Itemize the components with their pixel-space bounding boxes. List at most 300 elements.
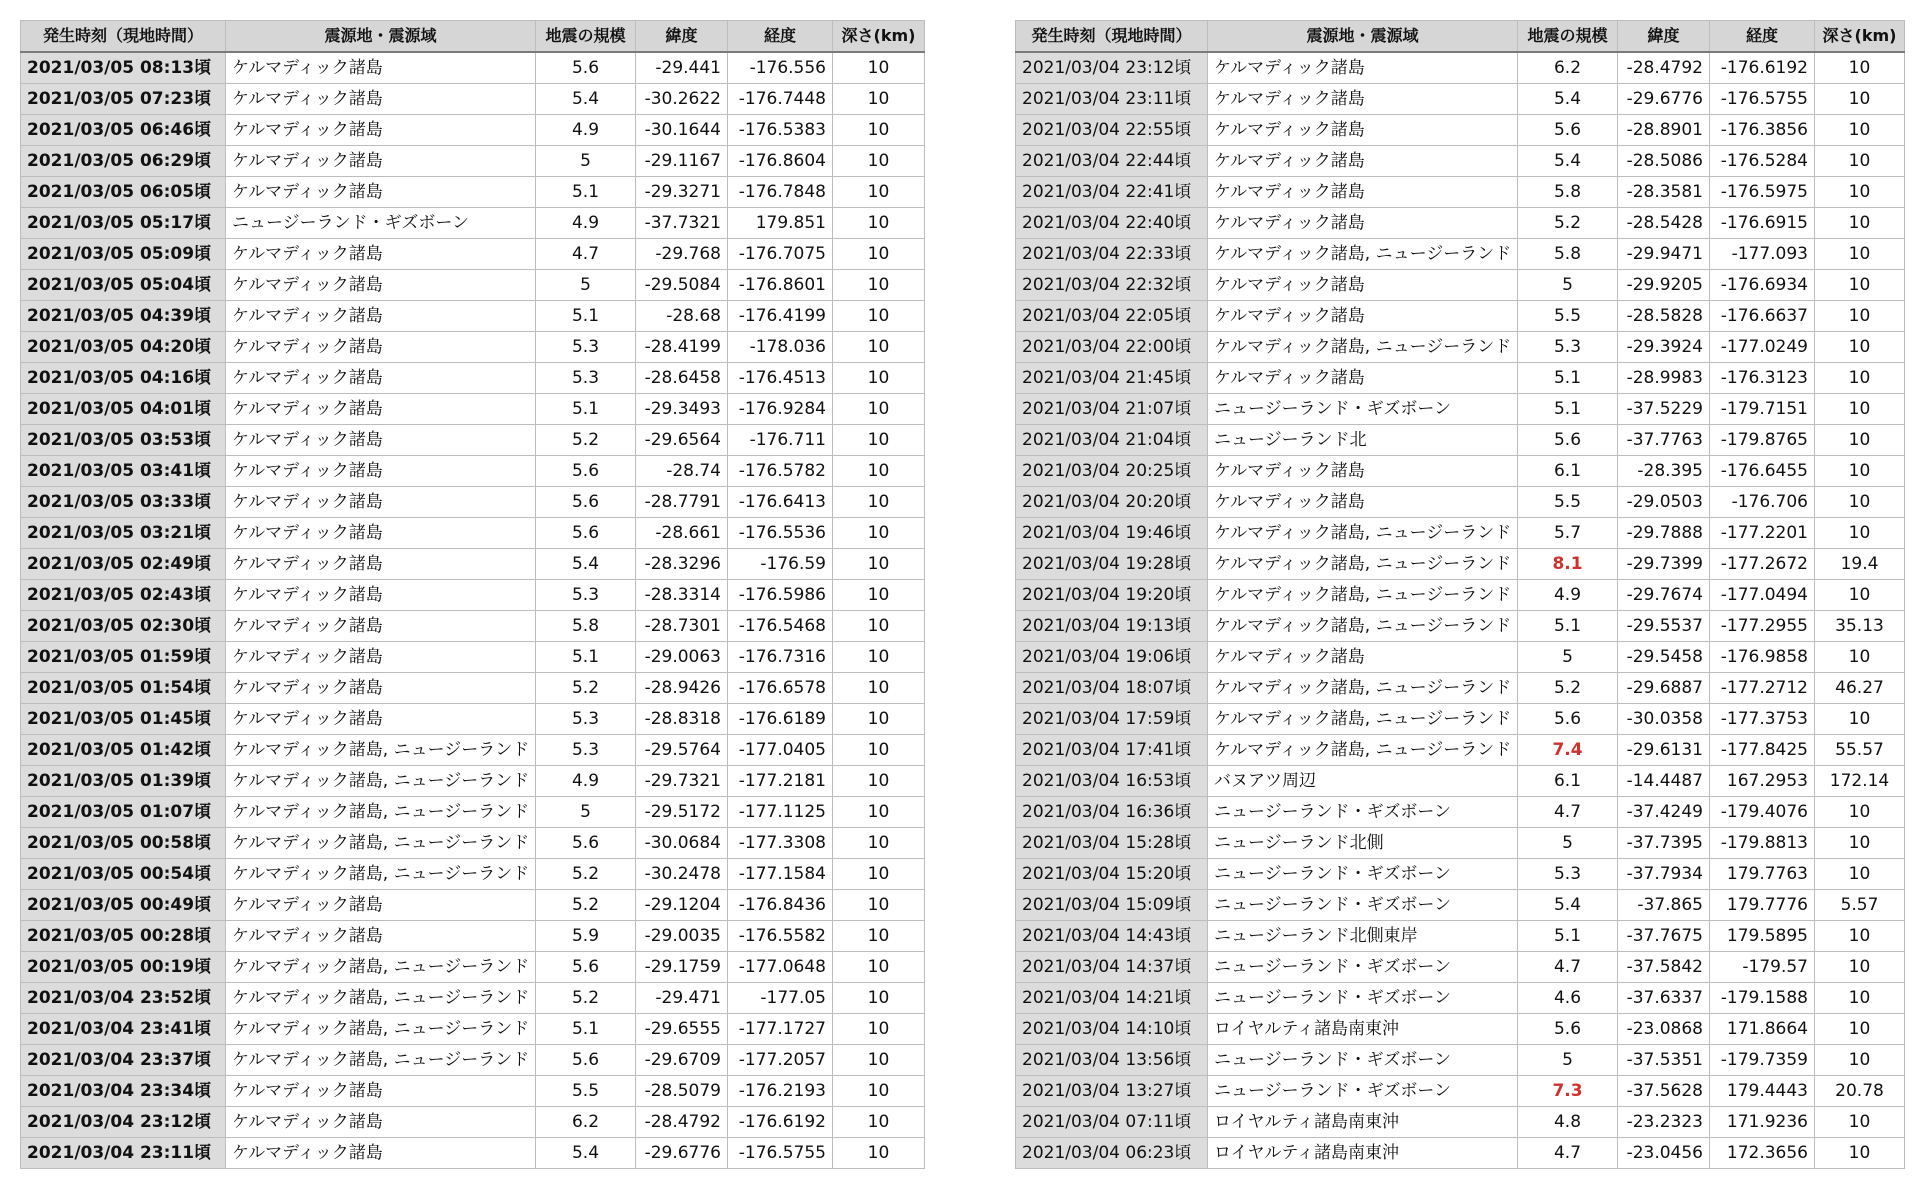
longitude-cell: 171.8664 (1710, 1014, 1815, 1045)
table-row (1016, 84, 1905, 115)
latitude-cell: -30.1644 (636, 115, 728, 146)
longitude-cell: 179.851 (728, 208, 833, 239)
longitude-cell: -176.6455 (1710, 456, 1815, 487)
table-row (21, 146, 925, 177)
epicenter-cell: ケルマディック諸島 (1208, 146, 1518, 177)
time-cell: 2021/03/05 00:54頃 (21, 859, 226, 890)
table-row (1016, 890, 1905, 921)
magnitude-cell: 8.1 (1518, 549, 1618, 580)
epicenter-cell: ケルマディック諸島, ニュージーランド (1208, 735, 1518, 766)
depth-cell: 10 (833, 890, 925, 921)
depth-cell: 10 (1815, 642, 1905, 673)
epicenter-cell: ケルマディック諸島 (226, 1076, 536, 1107)
depth-cell: 10 (833, 177, 925, 208)
table-row (21, 208, 925, 239)
time-cell: 2021/03/05 05:04頃 (21, 270, 226, 301)
magnitude-cell: 5 (1518, 828, 1618, 859)
header-depth: 深さ(km) (1815, 21, 1905, 53)
longitude-cell: 179.4443 (1710, 1076, 1815, 1107)
depth-cell: 35.13 (1815, 611, 1905, 642)
time-cell: 2021/03/05 04:01頃 (21, 394, 226, 425)
table-row (1016, 1138, 1905, 1169)
latitude-cell: -29.6887 (1618, 673, 1710, 704)
table-row (1016, 1014, 1905, 1045)
table-row (21, 301, 925, 332)
magnitude-cell: 5 (1518, 270, 1618, 301)
table-row (1016, 301, 1905, 332)
depth-cell: 19.4 (1815, 549, 1905, 580)
magnitude-cell: 5.4 (536, 549, 636, 580)
latitude-cell: -29.1167 (636, 146, 728, 177)
table-row (21, 394, 925, 425)
table-row (1016, 766, 1905, 797)
table-row (21, 828, 925, 859)
depth-cell: 10 (1815, 518, 1905, 549)
longitude-cell: 179.5895 (1710, 921, 1815, 952)
epicenter-cell: ケルマディック諸島 (1208, 52, 1518, 84)
longitude-cell: -177.0249 (1710, 332, 1815, 363)
longitude-cell: -176.8604 (728, 146, 833, 177)
latitude-cell: -30.2478 (636, 859, 728, 890)
table-row (1016, 611, 1905, 642)
latitude-cell: -30.0358 (1618, 704, 1710, 735)
depth-cell: 10 (1815, 177, 1905, 208)
latitude-cell: -23.0456 (1618, 1138, 1710, 1169)
depth-cell: 10 (833, 704, 925, 735)
time-cell: 2021/03/04 21:04頃 (1016, 425, 1208, 456)
table-row (1016, 363, 1905, 394)
time-cell: 2021/03/05 02:30頃 (21, 611, 226, 642)
table-row (21, 1107, 925, 1138)
depth-cell: 10 (833, 394, 925, 425)
magnitude-cell: 5.1 (536, 301, 636, 332)
magnitude-cell: 5.6 (1518, 704, 1618, 735)
depth-cell: 10 (833, 52, 925, 84)
table-row (21, 797, 925, 828)
magnitude-cell: 5.6 (536, 487, 636, 518)
epicenter-cell: ケルマディック諸島 (1208, 84, 1518, 115)
time-cell: 2021/03/04 23:52頃 (21, 983, 226, 1014)
depth-cell: 10 (1815, 332, 1905, 363)
longitude-cell: -177.0648 (728, 952, 833, 983)
depth-cell: 10 (1815, 487, 1905, 518)
time-cell: 2021/03/05 00:58頃 (21, 828, 226, 859)
magnitude-cell: 5.7 (1518, 518, 1618, 549)
table-row (21, 1014, 925, 1045)
time-cell: 2021/03/04 22:00頃 (1016, 332, 1208, 363)
epicenter-cell: ニュージーランド・ギズボーン (1208, 952, 1518, 983)
time-cell: 2021/03/05 06:29頃 (21, 146, 226, 177)
magnitude-cell: 5.8 (1518, 239, 1618, 270)
epicenter-cell: ニュージーランド・ギズボーン (1208, 1076, 1518, 1107)
magnitude-cell: 7.4 (1518, 735, 1618, 766)
table-row (21, 115, 925, 146)
longitude-cell: -176.5383 (728, 115, 833, 146)
depth-cell: 10 (1815, 952, 1905, 983)
time-cell: 2021/03/05 08:13頃 (21, 52, 226, 84)
latitude-cell: -29.0035 (636, 921, 728, 952)
longitude-cell: -177.0494 (1710, 580, 1815, 611)
header-longitude: 経度 (1710, 21, 1815, 53)
magnitude-cell: 4.7 (1518, 952, 1618, 983)
time-cell: 2021/03/05 04:20頃 (21, 332, 226, 363)
latitude-cell: -23.0868 (1618, 1014, 1710, 1045)
epicenter-cell: ケルマディック諸島 (226, 52, 536, 84)
epicenter-cell: ケルマディック諸島, ニュージーランド (226, 1014, 536, 1045)
time-cell: 2021/03/04 22:05頃 (1016, 301, 1208, 332)
epicenter-cell: ケルマディック諸島, ニュージーランド (1208, 518, 1518, 549)
depth-cell: 10 (833, 487, 925, 518)
latitude-cell: -28.5428 (1618, 208, 1710, 239)
depth-cell: 10 (833, 363, 925, 394)
table-row (21, 239, 925, 270)
depth-cell: 10 (1815, 983, 1905, 1014)
depth-cell: 5.57 (1815, 890, 1905, 921)
latitude-cell: -37.6337 (1618, 983, 1710, 1014)
table-row (1016, 1045, 1905, 1076)
depth-cell: 10 (833, 673, 925, 704)
time-cell: 2021/03/04 20:20頃 (1016, 487, 1208, 518)
depth-cell: 10 (833, 332, 925, 363)
table-row (1016, 270, 1905, 301)
time-cell: 2021/03/05 03:41頃 (21, 456, 226, 487)
longitude-cell: -179.57 (1710, 952, 1815, 983)
latitude-cell: -37.4249 (1618, 797, 1710, 828)
latitude-cell: -28.5828 (1618, 301, 1710, 332)
epicenter-cell: ケルマディック諸島 (1208, 456, 1518, 487)
depth-cell: 10 (833, 1138, 925, 1169)
latitude-cell: -29.7399 (1618, 549, 1710, 580)
table-row (1016, 394, 1905, 425)
longitude-cell: -177.2181 (728, 766, 833, 797)
table-row (21, 921, 925, 952)
time-cell: 2021/03/05 07:23頃 (21, 84, 226, 115)
longitude-cell: -176.6189 (728, 704, 833, 735)
epicenter-cell: ケルマディック諸島 (226, 890, 536, 921)
latitude-cell: -37.5628 (1618, 1076, 1710, 1107)
longitude-cell: -177.3308 (728, 828, 833, 859)
epicenter-cell: ケルマディック諸島, ニュージーランド (1208, 549, 1518, 580)
magnitude-cell: 4.9 (536, 208, 636, 239)
time-cell: 2021/03/04 22:44頃 (1016, 146, 1208, 177)
magnitude-cell: 5.3 (536, 363, 636, 394)
header-magnitude: 地震の規模 (536, 21, 636, 53)
magnitude-cell: 5.6 (536, 1045, 636, 1076)
time-cell: 2021/03/04 23:12頃 (21, 1107, 226, 1138)
depth-cell: 10 (1815, 1014, 1905, 1045)
depth-cell: 10 (833, 270, 925, 301)
magnitude-cell: 5.1 (1518, 363, 1618, 394)
time-cell: 2021/03/04 14:21頃 (1016, 983, 1208, 1014)
magnitude-cell: 7.3 (1518, 1076, 1618, 1107)
magnitude-cell: 5.2 (536, 425, 636, 456)
longitude-cell: -176.4199 (728, 301, 833, 332)
latitude-cell: -28.74 (636, 456, 728, 487)
table-row (21, 1138, 925, 1169)
depth-cell: 10 (833, 983, 925, 1014)
epicenter-cell: ケルマディック諸島, ニュージーランド (1208, 673, 1518, 704)
longitude-cell: -176.6934 (1710, 270, 1815, 301)
depth-cell: 10 (833, 735, 925, 766)
table-row (1016, 580, 1905, 611)
depth-cell: 46.27 (1815, 673, 1905, 704)
table-row (1016, 859, 1905, 890)
magnitude-cell: 5.6 (536, 456, 636, 487)
time-cell: 2021/03/04 19:13頃 (1016, 611, 1208, 642)
table-row (1016, 1076, 1905, 1107)
longitude-cell: -177.2672 (1710, 549, 1815, 580)
epicenter-cell: ケルマディック諸島, ニュージーランド (1208, 239, 1518, 270)
table-row (1016, 952, 1905, 983)
time-cell: 2021/03/04 23:37頃 (21, 1045, 226, 1076)
header-latitude: 緯度 (636, 21, 728, 53)
epicenter-cell: ケルマディック諸島 (226, 704, 536, 735)
depth-cell: 10 (1815, 52, 1905, 84)
depth-cell: 10 (1815, 115, 1905, 146)
latitude-cell: -28.9426 (636, 673, 728, 704)
magnitude-cell: 5.6 (536, 952, 636, 983)
time-cell: 2021/03/04 14:37頃 (1016, 952, 1208, 983)
latitude-cell: -29.7674 (1618, 580, 1710, 611)
table-row (1016, 425, 1905, 456)
latitude-cell: -29.768 (636, 239, 728, 270)
magnitude-cell: 5.6 (536, 52, 636, 84)
latitude-cell: -29.9471 (1618, 239, 1710, 270)
time-cell: 2021/03/05 03:53頃 (21, 425, 226, 456)
longitude-cell: -176.4513 (728, 363, 833, 394)
latitude-cell: -28.7791 (636, 487, 728, 518)
longitude-cell: -178.036 (728, 332, 833, 363)
depth-cell: 10 (1815, 239, 1905, 270)
longitude-cell: -176.7848 (728, 177, 833, 208)
depth-cell: 10 (833, 1076, 925, 1107)
magnitude-cell: 5.6 (536, 828, 636, 859)
depth-cell: 10 (833, 208, 925, 239)
longitude-cell: -177.05 (728, 983, 833, 1014)
time-cell: 2021/03/04 15:20頃 (1016, 859, 1208, 890)
table-row (21, 487, 925, 518)
magnitude-cell: 4.6 (1518, 983, 1618, 1014)
table-row (21, 1045, 925, 1076)
depth-cell: 10 (1815, 828, 1905, 859)
time-cell: 2021/03/04 23:34頃 (21, 1076, 226, 1107)
time-cell: 2021/03/05 05:09頃 (21, 239, 226, 270)
latitude-cell: -28.4792 (636, 1107, 728, 1138)
depth-cell: 10 (1815, 921, 1905, 952)
longitude-cell: -176.2193 (728, 1076, 833, 1107)
depth-cell: 10 (833, 239, 925, 270)
epicenter-cell: ケルマディック諸島 (226, 580, 536, 611)
magnitude-cell: 5 (536, 270, 636, 301)
time-cell: 2021/03/05 03:21頃 (21, 518, 226, 549)
magnitude-cell: 4.7 (1518, 797, 1618, 828)
magnitude-cell: 6.2 (536, 1107, 636, 1138)
time-cell: 2021/03/04 07:11頃 (1016, 1107, 1208, 1138)
time-cell: 2021/03/04 17:41頃 (1016, 735, 1208, 766)
magnitude-cell: 5.1 (536, 177, 636, 208)
longitude-cell: -176.6578 (728, 673, 833, 704)
epicenter-cell: ケルマディック諸島 (1208, 208, 1518, 239)
magnitude-cell: 4.7 (1518, 1138, 1618, 1169)
latitude-cell: -28.8318 (636, 704, 728, 735)
epicenter-cell: ケルマディック諸島 (226, 1107, 536, 1138)
latitude-cell: -28.3296 (636, 549, 728, 580)
magnitude-cell: 4.9 (536, 766, 636, 797)
longitude-cell: 179.7776 (1710, 890, 1815, 921)
latitude-cell: -29.1204 (636, 890, 728, 921)
epicenter-cell: ケルマディック諸島 (226, 115, 536, 146)
epicenter-cell: ニュージーランド・ギズボーン (1208, 890, 1518, 921)
epicenter-cell: ケルマディック諸島 (226, 332, 536, 363)
table-row (21, 456, 925, 487)
table-row (21, 642, 925, 673)
latitude-cell: -29.441 (636, 52, 728, 84)
table-row (21, 766, 925, 797)
latitude-cell: -37.865 (1618, 890, 1710, 921)
table-row (1016, 239, 1905, 270)
depth-cell: 10 (1815, 270, 1905, 301)
magnitude-cell: 5.6 (536, 518, 636, 549)
longitude-cell: -176.3856 (1710, 115, 1815, 146)
depth-cell: 10 (1815, 84, 1905, 115)
epicenter-cell: ケルマディック諸島 (226, 487, 536, 518)
table-row (1016, 642, 1905, 673)
magnitude-cell: 5.3 (536, 580, 636, 611)
epicenter-cell: ケルマディック諸島 (226, 84, 536, 115)
table-row (1016, 828, 1905, 859)
latitude-cell: -37.7763 (1618, 425, 1710, 456)
header-time: 発生時刻（現地時間） (1016, 21, 1208, 53)
depth-cell: 10 (833, 1045, 925, 1076)
epicenter-cell: ケルマディック諸島, ニュージーランド (226, 797, 536, 828)
depth-cell: 20.78 (1815, 1076, 1905, 1107)
epicenter-cell: ケルマディック諸島 (226, 456, 536, 487)
table-row (1016, 549, 1905, 580)
magnitude-cell: 4.7 (536, 239, 636, 270)
latitude-cell: -29.5458 (1618, 642, 1710, 673)
latitude-cell: -29.9205 (1618, 270, 1710, 301)
header-epicenter: 震源地・震源域 (226, 21, 536, 53)
longitude-cell: -177.1125 (728, 797, 833, 828)
depth-cell: 10 (1815, 363, 1905, 394)
table-row (21, 983, 925, 1014)
epicenter-cell: ニュージーランド北 (1208, 425, 1518, 456)
table-header-row (1016, 21, 1905, 53)
latitude-cell: -28.395 (1618, 456, 1710, 487)
depth-cell: 10 (833, 766, 925, 797)
time-cell: 2021/03/05 01:42頃 (21, 735, 226, 766)
magnitude-cell: 5.1 (536, 1014, 636, 1045)
time-cell: 2021/03/04 06:23頃 (1016, 1138, 1208, 1169)
depth-cell: 10 (833, 146, 925, 177)
time-cell: 2021/03/04 22:41頃 (1016, 177, 1208, 208)
latitude-cell: -28.4199 (636, 332, 728, 363)
header-depth: 深さ(km) (833, 21, 925, 53)
latitude-cell: -37.5351 (1618, 1045, 1710, 1076)
time-cell: 2021/03/04 21:45頃 (1016, 363, 1208, 394)
longitude-cell: -176.6637 (1710, 301, 1815, 332)
latitude-cell: -29.5172 (636, 797, 728, 828)
magnitude-cell: 5.2 (1518, 673, 1618, 704)
epicenter-cell: ケルマディック諸島, ニュージーランド (226, 828, 536, 859)
epicenter-cell: ケルマディック諸島 (226, 177, 536, 208)
longitude-cell: -176.7075 (728, 239, 833, 270)
latitude-cell: -29.6709 (636, 1045, 728, 1076)
table-header-row (21, 21, 925, 53)
longitude-cell: -179.4076 (1710, 797, 1815, 828)
latitude-cell: -29.5084 (636, 270, 728, 301)
depth-cell: 10 (1815, 456, 1905, 487)
latitude-cell: -29.3924 (1618, 332, 1710, 363)
epicenter-cell: ケルマディック諸島 (226, 146, 536, 177)
epicenter-cell: ロイヤルティ諸島南東沖 (1208, 1014, 1518, 1045)
depth-cell: 10 (833, 952, 925, 983)
longitude-cell: -179.8765 (1710, 425, 1815, 456)
table-row (21, 177, 925, 208)
depth-cell: 10 (1815, 1138, 1905, 1169)
latitude-cell: -29.5764 (636, 735, 728, 766)
latitude-cell: -28.68 (636, 301, 728, 332)
table-row (1016, 177, 1905, 208)
magnitude-cell: 5.6 (1518, 425, 1618, 456)
table-row (21, 270, 925, 301)
table-row (21, 704, 925, 735)
epicenter-cell: ケルマディック諸島 (1208, 270, 1518, 301)
magnitude-cell: 5.4 (1518, 890, 1618, 921)
depth-cell: 10 (833, 797, 925, 828)
depth-cell: 10 (1815, 704, 1905, 735)
depth-cell: 10 (833, 425, 925, 456)
table-row (21, 84, 925, 115)
magnitude-cell: 6.1 (1518, 456, 1618, 487)
epicenter-cell: ケルマディック諸島 (226, 363, 536, 394)
latitude-cell: -23.2323 (1618, 1107, 1710, 1138)
epicenter-cell: ケルマディック諸島 (1208, 642, 1518, 673)
depth-cell: 10 (1815, 797, 1905, 828)
time-cell: 2021/03/04 19:28頃 (1016, 549, 1208, 580)
longitude-cell: -176.6192 (728, 1107, 833, 1138)
epicenter-cell: バヌアツ周辺 (1208, 766, 1518, 797)
magnitude-cell: 5.3 (1518, 859, 1618, 890)
epicenter-cell: ケルマディック諸島 (226, 239, 536, 270)
table-row (1016, 797, 1905, 828)
longitude-cell: -177.1727 (728, 1014, 833, 1045)
latitude-cell: -28.4792 (1618, 52, 1710, 84)
magnitude-cell: 5.8 (536, 611, 636, 642)
earthquake-table-left (20, 20, 925, 1169)
magnitude-cell: 5.5 (1518, 487, 1618, 518)
epicenter-cell: ケルマディック諸島 (1208, 115, 1518, 146)
time-cell: 2021/03/04 22:40頃 (1016, 208, 1208, 239)
table-row (1016, 208, 1905, 239)
table-row (1016, 518, 1905, 549)
latitude-cell: -28.5079 (636, 1076, 728, 1107)
latitude-cell: -37.7934 (1618, 859, 1710, 890)
longitude-cell: -176.8601 (728, 270, 833, 301)
longitude-cell: -176.6413 (728, 487, 833, 518)
magnitude-cell: 5.4 (536, 1138, 636, 1169)
depth-cell: 10 (833, 642, 925, 673)
latitude-cell: -29.6776 (636, 1138, 728, 1169)
magnitude-cell: 5.2 (536, 859, 636, 890)
time-cell: 2021/03/04 19:46頃 (1016, 518, 1208, 549)
table-row (21, 363, 925, 394)
table-row (21, 673, 925, 704)
longitude-cell: -176.5975 (1710, 177, 1815, 208)
epicenter-cell: ケルマディック諸島, ニュージーランド (1208, 332, 1518, 363)
latitude-cell: -14.4487 (1618, 766, 1710, 797)
longitude-cell: -177.8425 (1710, 735, 1815, 766)
